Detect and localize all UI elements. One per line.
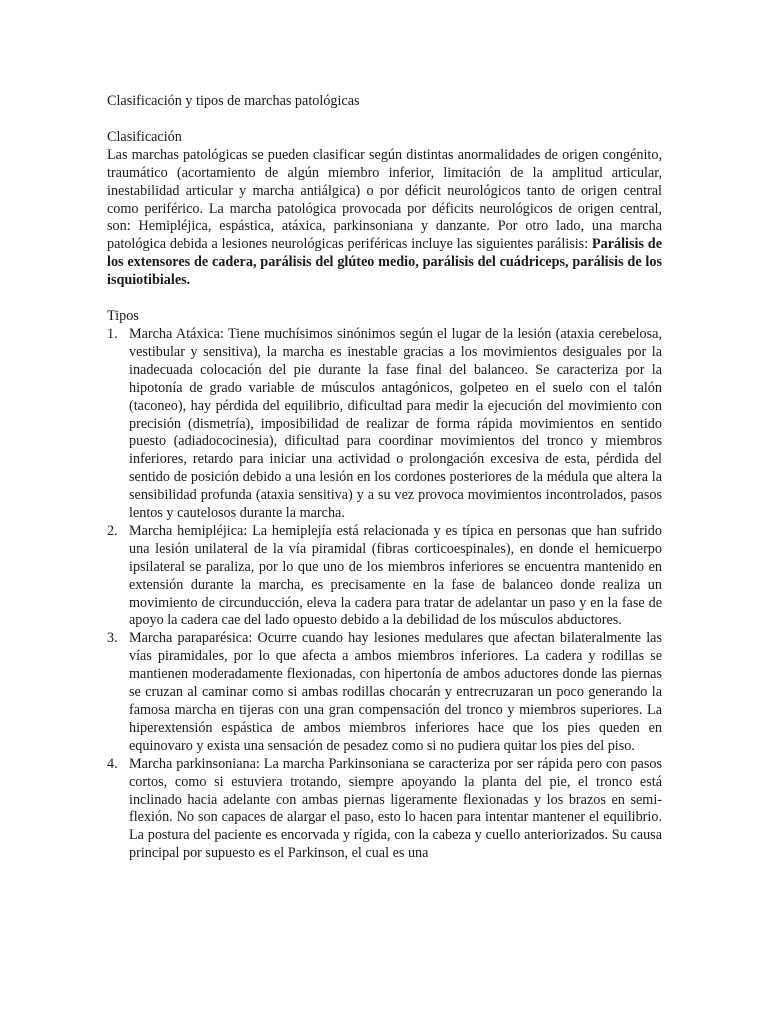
list-item-text: Marcha parkinsoniana: La marcha Parkinsoniana se caracteriza por ser rápida pero con pasos cortos, como si estuviera trotando, siempre apoyando la planta del pie, el tronco está inclinado hacia adelante con ambas piernas ligeramente flexionadas y los brazos en semi-flexión. No son capaces de alargar el paso, esto lo hacen para intentar mantener el equilibrio. La postura del paciente es encorvada y rígida, con la cabeza y cuello anteriorizados. Su causa principal por supuesto es el Parkinson, el cual es una xyxy=(129,755,662,862)
types-heading: Tipos xyxy=(107,308,139,325)
list-item-number: 3. xyxy=(107,630,118,647)
classification-bold-text: Parálisis de los extensores de cadera, parálisis del glúteo medio, parálisis del cuádriceps, parálisis de los isquiotibiales. xyxy=(107,236,662,289)
classification-heading: Clasificación xyxy=(107,128,182,145)
document-title: Clasificación y tipos de marchas patológicas xyxy=(107,93,360,109)
classification-paragraph xyxy=(107,147,662,290)
list-item-text: Marcha paraparésica: Ocurre cuando hay lesiones medulares que afectan bilateralmente las vías piramidales, por lo que afecta a ambos miembros inferiores. La cadera y rodillas se mantienen moderadamente flexionadas, con hipertonía de ambos aductores donde las piernas se cruzan al caminar como si ambas rodillas chocarán y entrecruzaran un poco generando la famosa marcha en tijeras con una gran compensación del tronco y miembros superiores. La hiperextensión espástica de ambos miembros inferiores hace que los pies queden en equinovaro y exista una sensación de pesadez como si no pudiera quitar los pies del piso. xyxy=(129,630,662,754)
list-item-text: Marcha hemipléjica: La hemiplejía está relacionada y es típica en personas que han sufrido una lesión unilateral de la vía piramidal (fibras corticoespinales), en donde el hemicuerpo ipsilateral se paraliza, por lo que uno de los miembros inferiores se encuentra mantenido en extensión durante la marcha, es precisamente en la fase de balanceo donde realiza un movimiento de circunducción, eleva la cadera para tratar de adelantar un paso y en la fase de apoyo la cadera cae del lado opuesto debido a la debilidad de los músculos abductores. xyxy=(129,522,662,629)
list-item-number: 1. xyxy=(107,325,118,342)
list-item xyxy=(107,326,662,523)
types-list xyxy=(107,326,662,863)
list-item-number: 2. xyxy=(107,522,118,539)
list-item xyxy=(107,630,662,755)
list-item xyxy=(107,756,662,863)
classification-text: Las marchas patológicas se pueden clasificar según distintas anormalidades de origen congénito, traumático (acortamiento de algún miembro inferior, limitación de la amplitud articular, inestabilidad articular y marcha antiálgica) o por déficit neurológicos tanto de origen central como periférico. La marcha patológica provocada por déficits neurológicos de origen central, son: Hemipléjica, espástica, atáxica, parkinsoniana y danzante. Por otro lado, una marcha patológica debida a lesiones neurológicas periféricas incluye las siguientes parálisis: xyxy=(107,146,662,253)
list-item xyxy=(107,523,662,630)
list-item-text: Marcha Atáxica: Tiene muchísimos sinónimos según el lugar de la lesión (ataxia cerebelosa, vestibular y sensitiva), la marcha es inestable gracias a los movimientos desiguales por la inadecuada colocación del pie durante la fase final del balanceo. Se caracteriza por la hipotonía de grado variable de músculos antagónicos, golpeteo en el suelo con el talón (taconeo), hay pérdida del equilibrio, dificultad para medir la ejecución del movimiento con precisión (dismetría), imposibilidad de realizar de forma rápida movimientos en sentido puesto (adiadococinesia), dificultad para coordinar movimientos del tronco y miembros inferiores, retardo para iniciar una actividad o prolongación excesiva de esta, pérdida del sentido de posición debido a una lesión en los cordones posteriores de la médula que altera la sensibilidad profunda (ataxia sensitiva) y a su vez provoca movimientos incontrolados, pasos lentos y cautelosos durante la marcha. xyxy=(129,325,662,522)
section-gap xyxy=(107,290,662,308)
document-page xyxy=(107,93,662,863)
list-item-number: 4. xyxy=(107,755,118,772)
